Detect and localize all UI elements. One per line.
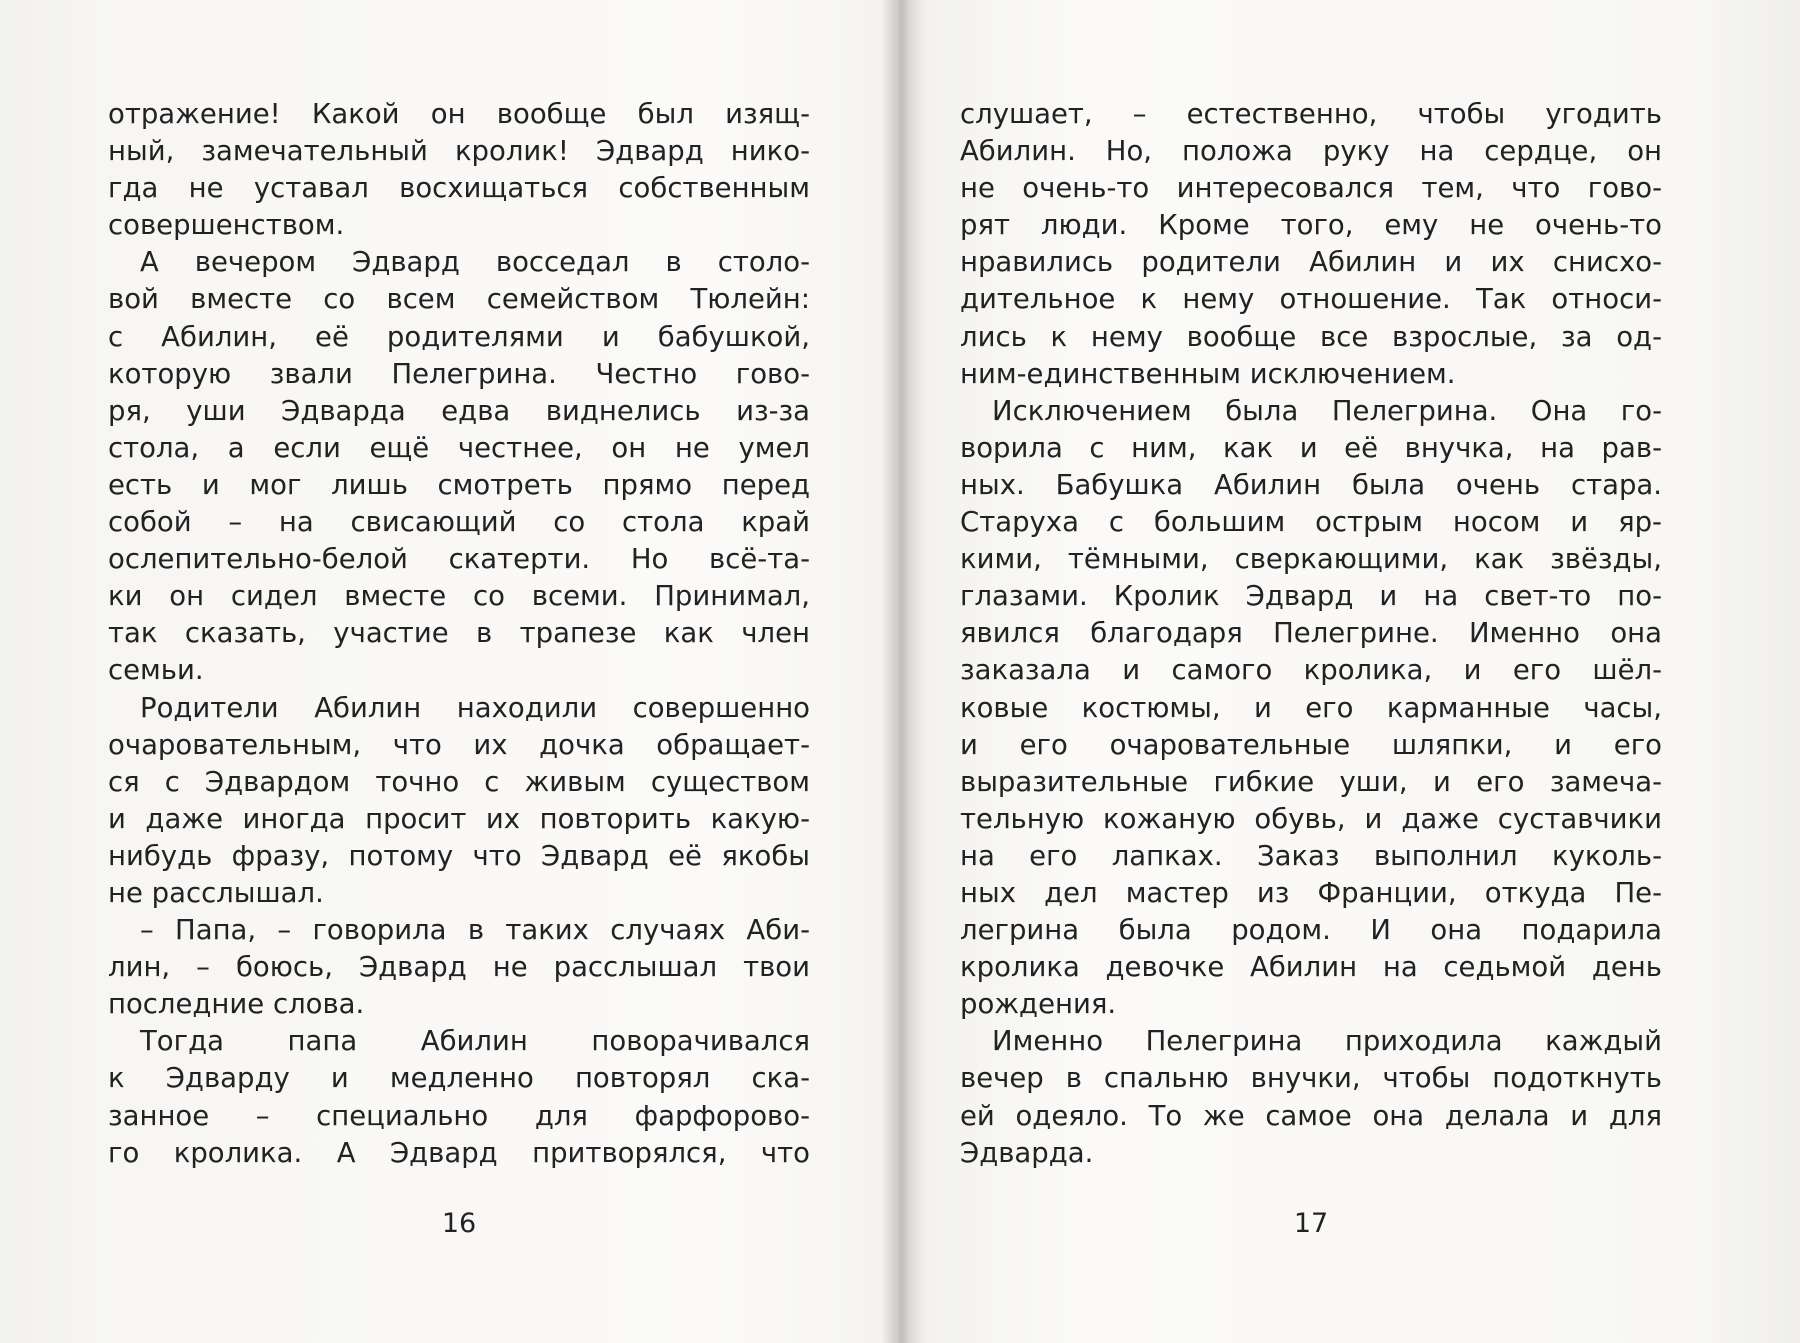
page-text [108, 96, 810, 1172]
text-line: лин, – боюсь, Эдвард не расслышал твои [108, 951, 810, 984]
text-line: ослепительно-белой скатерти. Но всё-та- [108, 543, 810, 576]
page-text [960, 96, 1662, 1172]
text-line: явился благодаря Пелегрине. Именно она [960, 617, 1662, 650]
text-line: семьи. [108, 654, 204, 687]
text-line: рят люди. Кроме того, ему не очень-то [960, 209, 1662, 242]
text-line: и даже иногда просит их повторить какую- [108, 802, 810, 835]
text-line: вой вместе со всем семейством Тюлейн: [108, 283, 810, 316]
text-line: ворила с ним, как и её внучка, на рав- [960, 431, 1662, 464]
text-line: совершенством. [108, 209, 345, 242]
text-line: очаровательным, что их дочка обращает- [108, 728, 810, 761]
text-line: не расслышал. [108, 876, 324, 909]
text-line: отражение! Какой он вообще был изящ- [108, 98, 810, 130]
text-line: заказала и самого кролика, и его шёл- [960, 654, 1662, 687]
text-line: – Папа, – говорила в таких случаях Аби- [140, 914, 810, 947]
text-line: ся с Эдвардом точно с живым существом [108, 765, 810, 798]
text-line: с Абилин, её родителями и бабушкой, [108, 320, 810, 353]
text-line: последние слова. [108, 988, 365, 1021]
text-line: слушает, – естественно, чтобы угодить [960, 98, 1662, 130]
text-line: Исключением была Пелегрина. Она го- [992, 394, 1662, 427]
text-line: кими, тёмными, сверкающими, как звёзды, [960, 543, 1662, 576]
text-line: ных дел мастер из Франции, откуда Пе- [960, 876, 1662, 909]
text-line: Абилин. Но, положа руку на сердце, он [960, 135, 1662, 168]
text-line: вечер в спальню внучки, чтобы подоткнуть [960, 1062, 1662, 1095]
text-line: ный, замечательный кролик! Эдвард нико- [108, 135, 810, 168]
text-line: не очень-то интересовался тем, что гово- [960, 172, 1662, 205]
text-line: так сказать, участие в трапезе как член [108, 617, 810, 650]
text-line: Родители Абилин находили совершенно [140, 691, 810, 724]
text-line: рождения. [960, 988, 1117, 1021]
text-line: ки он сидел вместе со всеми. Принимал, [108, 580, 810, 613]
text-line: легрина была родом. И она подарила [960, 914, 1662, 947]
page-left [108, 96, 810, 1239]
text-line: выразительные гибкие уши, и его замеча- [960, 765, 1662, 798]
text-line: Тогда папа Абилин поворачивался [140, 1025, 810, 1058]
text-line: к Эдварду и медленно повторял ска- [108, 1062, 810, 1095]
text-line: гда не уставал восхищаться собственным [108, 172, 810, 205]
text-line: стола, а если ещё честнее, он не умел [108, 431, 810, 464]
text-line: на его лапках. Заказ выполнил куколь- [960, 839, 1662, 872]
text-line: го кролика. А Эдвард притворялся, что [108, 1136, 810, 1169]
text-line: ним-единственным исключением. [960, 357, 1456, 390]
book-gutter [880, 0, 920, 1343]
text-line: ковые костюмы, и его карманные часы, [960, 691, 1662, 724]
text-line: кролика девочке Абилин на седьмой день [960, 951, 1662, 984]
text-line: которую звали Пелегрина. Честно гово- [108, 357, 810, 390]
text-line: Эдварда. [960, 1136, 1094, 1169]
text-line: и его очаровательные шляпки, и его [960, 728, 1662, 761]
text-line: ря, уши Эдварда едва виднелись из-за [108, 394, 810, 427]
text-line: занное – специально для фарфорово- [108, 1099, 810, 1132]
page-number: 17 [1293, 1208, 1329, 1239]
page-number: 16 [441, 1208, 477, 1239]
text-line: А вечером Эдвард восседал в столо- [140, 246, 810, 279]
text-line: Старуха с большим острым носом и яр- [960, 506, 1662, 539]
text-line: глазами. Кролик Эдвард и на свет-то по- [960, 580, 1662, 613]
text-line: ей одеяло. То же самое она делала и для [960, 1099, 1662, 1132]
text-line: собой – на свисающий со стола край [108, 506, 810, 539]
text-line: ных. Бабушка Абилин была очень стара. [960, 468, 1662, 501]
page-right [960, 96, 1662, 1239]
text-line: тельную кожаную обувь, и даже суставчики [960, 802, 1662, 835]
text-line: нравились родители Абилин и их снисхо- [960, 246, 1662, 279]
text-line: дительное к нему отношение. Так относи- [960, 283, 1662, 316]
text-line: Именно Пелегрина приходила каждый [992, 1025, 1662, 1058]
text-line: лись к нему вообще все взрослые, за од- [960, 320, 1662, 353]
text-line: нибудь фразу, потому что Эдвард её якобы [108, 839, 810, 872]
text-line: есть и мог лишь смотреть прямо перед [108, 468, 810, 501]
